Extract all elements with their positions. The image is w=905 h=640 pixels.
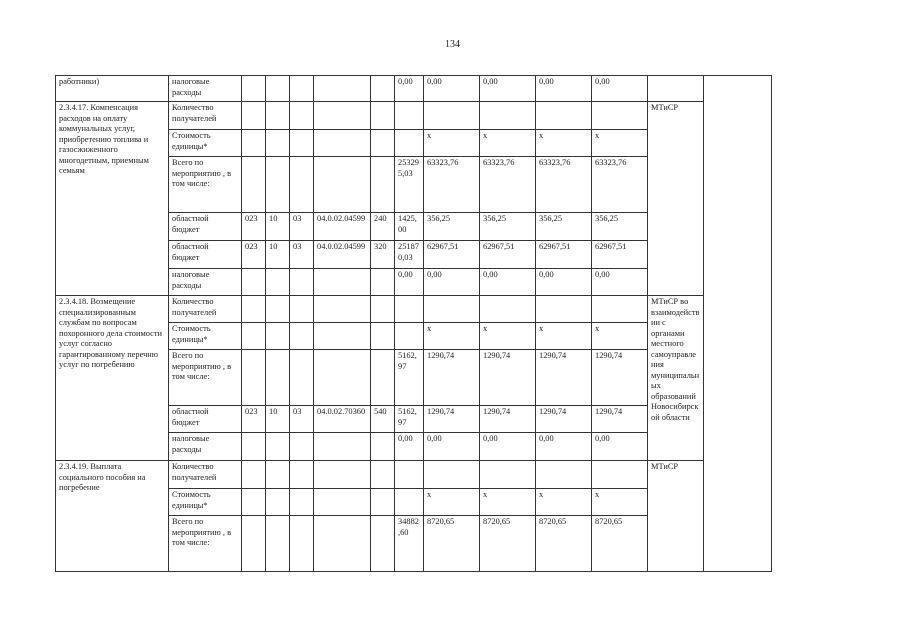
vr-code-cell bbox=[371, 516, 395, 572]
vr-code-cell bbox=[371, 76, 395, 102]
vr-code-cell bbox=[371, 269, 395, 296]
indicator-cell: областной бюджет bbox=[169, 213, 242, 241]
executor-cell bbox=[648, 76, 704, 102]
grbs-code-cell bbox=[242, 269, 266, 296]
year3-amount-cell: х bbox=[536, 489, 592, 516]
year2-amount-cell bbox=[480, 296, 536, 323]
year3-amount-cell: 0,00 bbox=[536, 76, 592, 102]
vr-code-cell bbox=[371, 157, 395, 213]
total-amount-cell: 0,00 bbox=[395, 269, 424, 296]
total-amount-cell: 5162,97 bbox=[395, 350, 424, 406]
grbs-code-cell bbox=[242, 489, 266, 516]
total-amount-cell bbox=[395, 130, 424, 157]
year1-amount-cell: 0,00 bbox=[424, 433, 480, 461]
year4-amount-cell bbox=[592, 102, 648, 130]
grbs-code-cell bbox=[242, 461, 266, 489]
rz-code-cell bbox=[266, 130, 290, 157]
total-amount-cell bbox=[395, 489, 424, 516]
year4-amount-cell: 62967,51 bbox=[592, 241, 648, 269]
pr-code-cell bbox=[290, 489, 314, 516]
year2-amount-cell: 1290,74 bbox=[480, 350, 536, 406]
year1-amount-cell: 356,25 bbox=[424, 213, 480, 241]
rz-code-cell bbox=[266, 323, 290, 350]
pr-code-cell: 03 bbox=[290, 406, 314, 433]
rz-code-cell bbox=[266, 157, 290, 213]
grbs-code-cell bbox=[242, 76, 266, 102]
grbs-code-cell bbox=[242, 350, 266, 406]
year2-amount-cell: 0,00 bbox=[480, 269, 536, 296]
year1-amount-cell: 63323,76 bbox=[424, 157, 480, 213]
pr-code-cell: 03 bbox=[290, 241, 314, 269]
year1-amount-cell: 1290,74 bbox=[424, 350, 480, 406]
pr-code-cell bbox=[290, 296, 314, 323]
rz-code-cell bbox=[266, 296, 290, 323]
csr-code-cell bbox=[314, 516, 371, 572]
pr-code-cell bbox=[290, 157, 314, 213]
pr-code-cell bbox=[290, 76, 314, 102]
total-amount-cell bbox=[395, 323, 424, 350]
csr-code-cell: 04.0.02.70360 bbox=[314, 406, 371, 433]
year2-amount-cell: 63323,76 bbox=[480, 157, 536, 213]
indicator-cell: налоговые расходы bbox=[169, 269, 242, 296]
year1-amount-cell: х bbox=[424, 323, 480, 350]
year4-amount-cell: 0,00 bbox=[592, 433, 648, 461]
vr-code-cell: 240 bbox=[371, 213, 395, 241]
year3-amount-cell: 62967,51 bbox=[536, 241, 592, 269]
indicator-cell: Всего по мероприятию , в том числе: bbox=[169, 157, 242, 213]
year3-amount-cell: х bbox=[536, 130, 592, 157]
pr-code-cell bbox=[290, 350, 314, 406]
pr-code-cell bbox=[290, 102, 314, 130]
grbs-code-cell bbox=[242, 157, 266, 213]
executor-cell: МТиСР во взаимодействии с органами местного самоуправления муниципальных образований Новосибирской области bbox=[648, 296, 704, 461]
csr-code-cell bbox=[314, 433, 371, 461]
year2-amount-cell: 356,25 bbox=[480, 213, 536, 241]
year1-amount-cell: 1290,74 bbox=[424, 406, 480, 433]
indicator-cell: Стоимость единицы* bbox=[169, 489, 242, 516]
year4-amount-cell: 1290,74 bbox=[592, 350, 648, 406]
pr-code-cell bbox=[290, 269, 314, 296]
vr-code-cell bbox=[371, 130, 395, 157]
vr-code-cell bbox=[371, 489, 395, 516]
vr-code-cell: 320 bbox=[371, 241, 395, 269]
year3-amount-cell: 0,00 bbox=[536, 269, 592, 296]
grbs-code-cell: 023 bbox=[242, 213, 266, 241]
pr-code-cell bbox=[290, 323, 314, 350]
year2-amount-cell bbox=[480, 461, 536, 489]
rz-code-cell bbox=[266, 76, 290, 102]
csr-code-cell bbox=[314, 350, 371, 406]
vr-code-cell bbox=[371, 102, 395, 130]
year4-amount-cell: 8720,65 bbox=[592, 516, 648, 572]
rz-code-cell bbox=[266, 350, 290, 406]
year2-amount-cell: 8720,65 bbox=[480, 516, 536, 572]
rz-code-cell: 10 bbox=[266, 406, 290, 433]
rz-code-cell bbox=[266, 433, 290, 461]
indicator-cell: налоговые расходы bbox=[169, 76, 242, 102]
year4-amount-cell bbox=[592, 461, 648, 489]
year2-amount-cell: х bbox=[480, 130, 536, 157]
indicator-cell: Количество получателей bbox=[169, 102, 242, 130]
indicator-cell: Всего по мероприятию , в том числе: bbox=[169, 350, 242, 406]
year3-amount-cell: 356,25 bbox=[536, 213, 592, 241]
year1-amount-cell: 0,00 bbox=[424, 269, 480, 296]
grbs-code-cell bbox=[242, 516, 266, 572]
year1-amount-cell: 8720,65 bbox=[424, 516, 480, 572]
csr-code-cell bbox=[314, 296, 371, 323]
measure-name-cell: 2.3.4.19. Выплата социального пособия на погребение bbox=[56, 461, 169, 572]
year3-amount-cell bbox=[536, 461, 592, 489]
indicator-cell: областной бюджет bbox=[169, 406, 242, 433]
year4-amount-cell: 1290,74 bbox=[592, 406, 648, 433]
year2-amount-cell: 62967,51 bbox=[480, 241, 536, 269]
executor-cell: МТиСР bbox=[648, 461, 704, 572]
grbs-code-cell bbox=[242, 433, 266, 461]
csr-code-cell: 04.0.02.04599 bbox=[314, 213, 371, 241]
year4-amount-cell: х bbox=[592, 130, 648, 157]
csr-code-cell bbox=[314, 130, 371, 157]
grbs-code-cell: 023 bbox=[242, 406, 266, 433]
grbs-code-cell bbox=[242, 323, 266, 350]
csr-code-cell bbox=[314, 157, 371, 213]
year4-amount-cell bbox=[592, 296, 648, 323]
grbs-code-cell bbox=[242, 296, 266, 323]
measure-name-cell: 2.3.4.17. Компенсация расходов на оплату коммунальных услуг, приобретению топлива и газосжиженного многодетным, приемным семьям bbox=[56, 102, 169, 296]
indicator-cell: областной бюджет bbox=[169, 241, 242, 269]
year2-amount-cell: 0,00 bbox=[480, 433, 536, 461]
rz-code-cell bbox=[266, 516, 290, 572]
vr-code-cell bbox=[371, 350, 395, 406]
total-amount-cell: 1425,00 bbox=[395, 213, 424, 241]
pr-code-cell bbox=[290, 130, 314, 157]
year2-amount-cell: 1290,74 bbox=[480, 406, 536, 433]
program-measures-table bbox=[55, 75, 862, 572]
year1-amount-cell bbox=[424, 461, 480, 489]
total-amount-cell: 251870,03 bbox=[395, 241, 424, 269]
year2-amount-cell bbox=[480, 102, 536, 130]
executor-cell: МТиСР bbox=[648, 102, 704, 296]
total-amount-cell: 5162,97 bbox=[395, 406, 424, 433]
year3-amount-cell: 1290,74 bbox=[536, 406, 592, 433]
indicator-cell: налоговые расходы bbox=[169, 433, 242, 461]
total-amount-cell: 0,00 bbox=[395, 76, 424, 102]
vr-code-cell bbox=[371, 323, 395, 350]
csr-code-cell bbox=[314, 461, 371, 489]
total-amount-cell bbox=[395, 461, 424, 489]
year1-amount-cell: х bbox=[424, 130, 480, 157]
grbs-code-cell: 023 bbox=[242, 241, 266, 269]
indicator-cell: Стоимость единицы* bbox=[169, 323, 242, 350]
indicator-cell: Всего по мероприятию , в том числе: bbox=[169, 516, 242, 572]
year3-amount-cell: х bbox=[536, 323, 592, 350]
year3-amount-cell: 0,00 bbox=[536, 433, 592, 461]
year2-amount-cell: х bbox=[480, 489, 536, 516]
csr-code-cell bbox=[314, 76, 371, 102]
last-column-cell bbox=[704, 76, 772, 572]
year4-amount-cell: х bbox=[592, 489, 648, 516]
csr-code-cell: 04.0.02.04599 bbox=[314, 241, 371, 269]
pr-code-cell bbox=[290, 461, 314, 489]
total-amount-cell: 0,00 bbox=[395, 433, 424, 461]
year1-amount-cell: х bbox=[424, 489, 480, 516]
year2-amount-cell: х bbox=[480, 323, 536, 350]
year4-amount-cell: 0,00 bbox=[592, 76, 648, 102]
measure-name-cell: 2.3.4.18. Возмещение специализированным службам по вопросам похоронного дела стоимости услуг согласно гарантированному перечню услуг по погребению bbox=[56, 296, 169, 461]
year1-amount-cell: 62967,51 bbox=[424, 241, 480, 269]
rz-code-cell bbox=[266, 489, 290, 516]
rz-code-cell bbox=[266, 269, 290, 296]
year3-amount-cell bbox=[536, 296, 592, 323]
total-amount-cell bbox=[395, 296, 424, 323]
year2-amount-cell: 0,00 bbox=[480, 76, 536, 102]
year4-amount-cell: 0,00 bbox=[592, 269, 648, 296]
year4-amount-cell: 63323,76 bbox=[592, 157, 648, 213]
total-amount-cell bbox=[395, 102, 424, 130]
measure-name-cell: работники) bbox=[56, 76, 169, 102]
year1-amount-cell: 0,00 bbox=[424, 76, 480, 102]
rz-code-cell bbox=[266, 102, 290, 130]
csr-code-cell bbox=[314, 323, 371, 350]
page-number: 134 bbox=[445, 39, 460, 50]
year3-amount-cell: 1290,74 bbox=[536, 350, 592, 406]
rz-code-cell: 10 bbox=[266, 213, 290, 241]
rz-code-cell: 10 bbox=[266, 241, 290, 269]
table-row bbox=[56, 76, 862, 102]
vr-code-cell bbox=[371, 461, 395, 489]
grbs-code-cell bbox=[242, 130, 266, 157]
vr-code-cell: 540 bbox=[371, 406, 395, 433]
csr-code-cell bbox=[314, 102, 371, 130]
year1-amount-cell bbox=[424, 296, 480, 323]
year1-amount-cell bbox=[424, 102, 480, 130]
year3-amount-cell: 63323,76 bbox=[536, 157, 592, 213]
indicator-cell: Количество получателей bbox=[169, 461, 242, 489]
pr-code-cell: 03 bbox=[290, 213, 314, 241]
pr-code-cell bbox=[290, 433, 314, 461]
grbs-code-cell bbox=[242, 102, 266, 130]
year3-amount-cell bbox=[536, 102, 592, 130]
csr-code-cell bbox=[314, 269, 371, 296]
year3-amount-cell: 8720,65 bbox=[536, 516, 592, 572]
vr-code-cell bbox=[371, 296, 395, 323]
pr-code-cell bbox=[290, 516, 314, 572]
total-amount-cell: 253295,03 bbox=[395, 157, 424, 213]
year4-amount-cell: 356,25 bbox=[592, 213, 648, 241]
indicator-cell: Количество получателей bbox=[169, 296, 242, 323]
csr-code-cell bbox=[314, 489, 371, 516]
vr-code-cell bbox=[371, 433, 395, 461]
rz-code-cell bbox=[266, 461, 290, 489]
total-amount-cell: 34882,60 bbox=[395, 516, 424, 572]
indicator-cell: Стоимость единицы* bbox=[169, 130, 242, 157]
year4-amount-cell: х bbox=[592, 323, 648, 350]
